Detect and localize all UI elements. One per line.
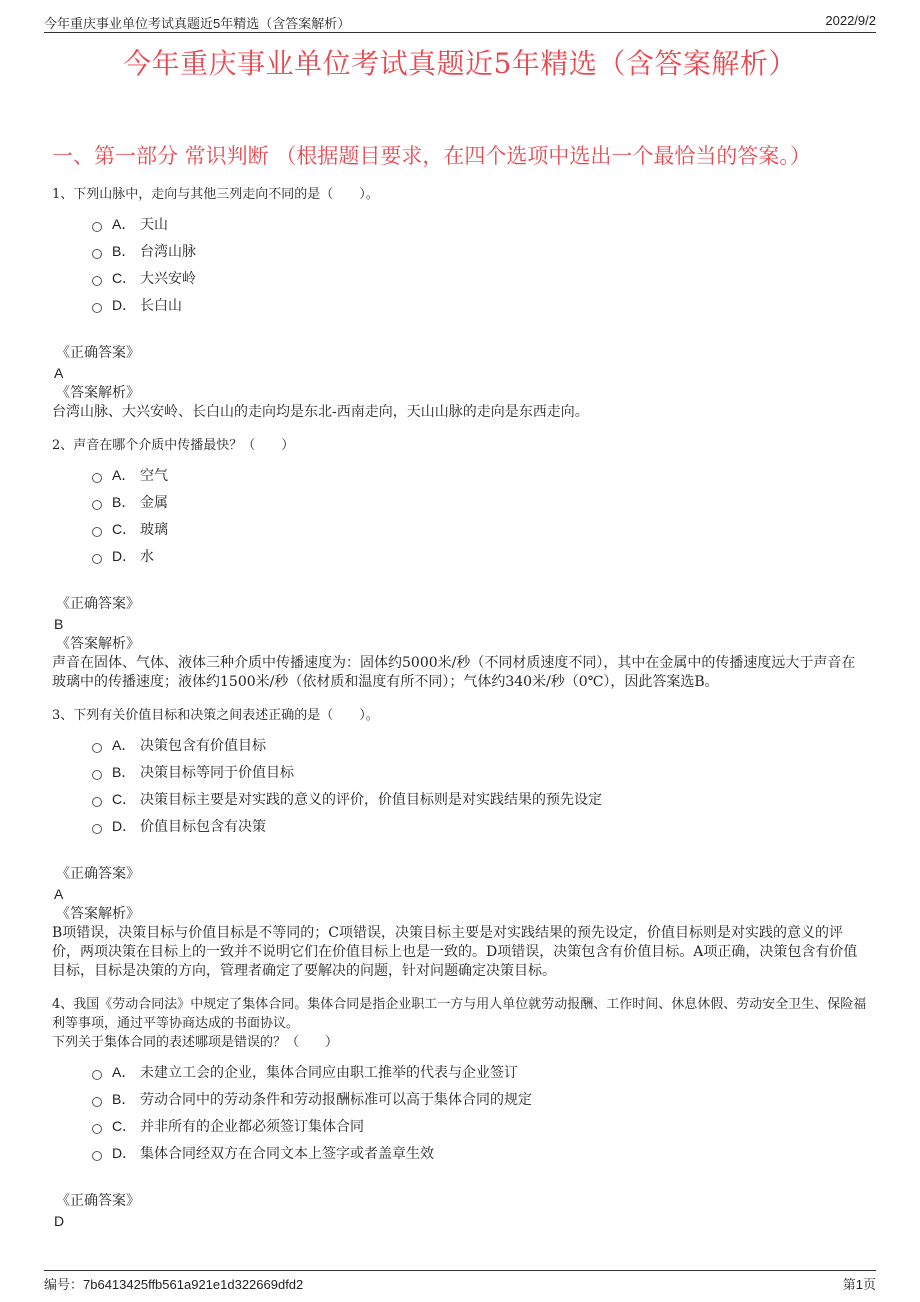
radio-icon[interactable] (92, 797, 102, 807)
option-letter: B． (112, 1090, 136, 1107)
analysis-label: 《答案解析》 (56, 906, 140, 922)
radio-icon[interactable] (92, 500, 102, 510)
option-text: 天山 (140, 216, 168, 233)
radio-icon[interactable] (92, 824, 102, 834)
footer-page-number: 第1页 (842, 1277, 876, 1292)
question-1 (52, 185, 868, 422)
stem-line: 2、声音在哪个介质中传播最快？（ ） (52, 438, 295, 453)
stem-line: 下列关于集体合同的表述哪项是错误的？（ ） (52, 1035, 339, 1050)
radio-icon[interactable] (92, 249, 102, 259)
option-text: 决策目标等同于价值目标 (140, 764, 294, 781)
option-text: 玻璃 (140, 521, 168, 538)
document-title: 今年重庆事业单位考试真题近5年精选（含答案解析） (123, 47, 797, 80)
page-footer (44, 1270, 876, 1291)
option-letter: D． (112, 1144, 137, 1161)
option-a[interactable] (92, 210, 868, 237)
correct-answer: D (54, 1213, 65, 1229)
question-2 (52, 436, 868, 692)
radio-icon[interactable] (92, 1097, 102, 1107)
option-d[interactable] (92, 1139, 868, 1166)
radio-icon[interactable] (92, 1070, 102, 1080)
option-b[interactable] (92, 758, 868, 785)
option-list (92, 210, 868, 318)
option-list (92, 1058, 868, 1166)
option-d[interactable] (92, 812, 868, 839)
radio-icon[interactable] (92, 527, 102, 537)
stem-line: 4、我国《劳动合同法》中规定了集体合同。集体合同是指企业职工一方与用人单位就劳动报酬、工作时间、休息休假、劳动安全卫生、保险福利等事项，通过平等协商达成的书面协议。 (52, 997, 867, 1031)
option-text: 长白山 (140, 297, 182, 314)
radio-icon[interactable] (92, 743, 102, 753)
answer-block (52, 343, 868, 422)
option-letter: B． (112, 242, 136, 259)
correct-answer-label: 《正确答案》 (56, 345, 140, 361)
question-4 (52, 995, 868, 1231)
option-c[interactable] (92, 1112, 868, 1139)
option-letter: D． (112, 547, 137, 564)
correct-answer-label: 《正确答案》 (56, 596, 140, 612)
option-text: 金属 (140, 494, 168, 511)
correct-answer: B (54, 616, 64, 632)
option-text: 台湾山脉 (140, 243, 196, 260)
stem-line: 3、下列有关价值目标和决策之间表述正确的是（ ）。 (52, 708, 379, 723)
option-text: 大兴安岭 (140, 270, 196, 287)
option-text: 未建立工会的企业，集体合同应由职工推举的代表与企业签订 (140, 1064, 518, 1081)
question-stem (52, 185, 868, 204)
correct-answer-label: 《正确答案》 (56, 866, 140, 882)
header-doc-name: 今年重庆事业单位考试真题近5年精选（含答案解析） (44, 16, 351, 31)
option-b[interactable] (92, 237, 868, 264)
question-list (52, 185, 868, 1231)
option-letter: C． (112, 269, 137, 286)
radio-icon[interactable] (92, 276, 102, 286)
option-a[interactable] (92, 1058, 868, 1085)
option-letter: D． (112, 296, 137, 313)
option-letter: B． (112, 493, 136, 510)
option-text: 水 (140, 548, 154, 565)
option-letter: C． (112, 1117, 137, 1134)
option-letter: A． (112, 215, 136, 232)
radio-icon[interactable] (92, 1124, 102, 1134)
question-3 (52, 706, 868, 981)
option-letter: C． (112, 790, 137, 807)
option-text: 空气 (140, 467, 168, 484)
option-a[interactable] (92, 461, 868, 488)
correct-answer-label: 《正确答案》 (56, 1193, 140, 1209)
option-text: 决策包含有价值目标 (140, 737, 266, 754)
correct-answer: A (54, 886, 64, 902)
option-letter: A． (112, 466, 136, 483)
radio-icon[interactable] (92, 222, 102, 232)
option-text: 集体合同经双方在合同文本上签字或者盖章生效 (140, 1145, 434, 1162)
question-stem (52, 995, 868, 1052)
option-b[interactable] (92, 1085, 868, 1112)
analysis-label: 《答案解析》 (56, 385, 140, 401)
radio-icon[interactable] (92, 303, 102, 313)
question-stem (52, 436, 868, 455)
analysis-text: 台湾山脉、大兴安岭、长白山的走向均是东北-西南走向，天山山脉的走向是东西走向。 (52, 404, 589, 420)
option-list (92, 461, 868, 569)
option-letter: D． (112, 817, 137, 834)
page-header (44, 10, 876, 33)
option-letter: A． (112, 1063, 136, 1080)
option-b[interactable] (92, 488, 868, 515)
option-d[interactable] (92, 542, 868, 569)
section-title: 一、第一部分 常识判断 （根据题目要求，在四个选项中选出一个最恰当的答案。） (52, 144, 811, 168)
option-c[interactable] (92, 515, 868, 542)
option-list (92, 731, 868, 839)
analysis-label: 《答案解析》 (56, 636, 140, 652)
radio-icon[interactable] (92, 770, 102, 780)
option-a[interactable] (92, 731, 868, 758)
correct-answer: A (54, 365, 64, 381)
analysis-text: 声音在固体、气体、液体三种介质中传播速度为：固体约5000米/秒（不同材质速度不同），其中在金属中的传播速度远大于声音在玻璃中的传播速度；液体约1500米/秒（依材质和温度有所不同）；气体约340米/秒（0℃），因此答案选B。 (52, 655, 856, 690)
option-text: 决策目标主要是对实践的意义的评价，价值目标则是对实践结果的预先设定 (140, 791, 602, 808)
option-text: 价值目标包含有决策 (140, 818, 266, 835)
option-letter: A． (112, 736, 136, 753)
option-d[interactable] (92, 291, 868, 318)
option-c[interactable] (92, 785, 868, 812)
option-c[interactable] (92, 264, 868, 291)
question-stem (52, 706, 868, 725)
radio-icon[interactable] (92, 473, 102, 483)
answer-block (52, 594, 868, 692)
radio-icon[interactable] (92, 554, 102, 564)
header-date: 2022/9/2 (825, 13, 876, 28)
footer-doc-id: 编号：7b6413425ffb561a921e1d322669dfd2 (44, 1277, 304, 1292)
option-text: 劳动合同中的劳动条件和劳动报酬标准可以高于集体合同的规定 (140, 1091, 532, 1108)
option-letter: B． (112, 763, 136, 780)
analysis-text: B项错误，决策目标与价值目标是不等同的；C项错误，决策目标主要是对实践结果的预先设定，价值目标则是对实践的意义的评价，两项决策在目标上的一致并不说明它们在价值目标上也是一致的。D项错误，决策包含有价值目标。A项正确，决策包含有价值目标，目标是决策的方向，管理者确定了要解决的问题，针对问题确定决策目标。 (52, 925, 858, 979)
answer-block (52, 864, 868, 981)
option-text: 并非所有的企业都必须签订集体合同 (140, 1118, 364, 1135)
radio-icon[interactable] (92, 1151, 102, 1161)
option-letter: C． (112, 520, 137, 537)
answer-block (52, 1191, 868, 1231)
stem-line: 1、下列山脉中，走向与其他三列走向不同的是（ ）。 (52, 187, 379, 202)
